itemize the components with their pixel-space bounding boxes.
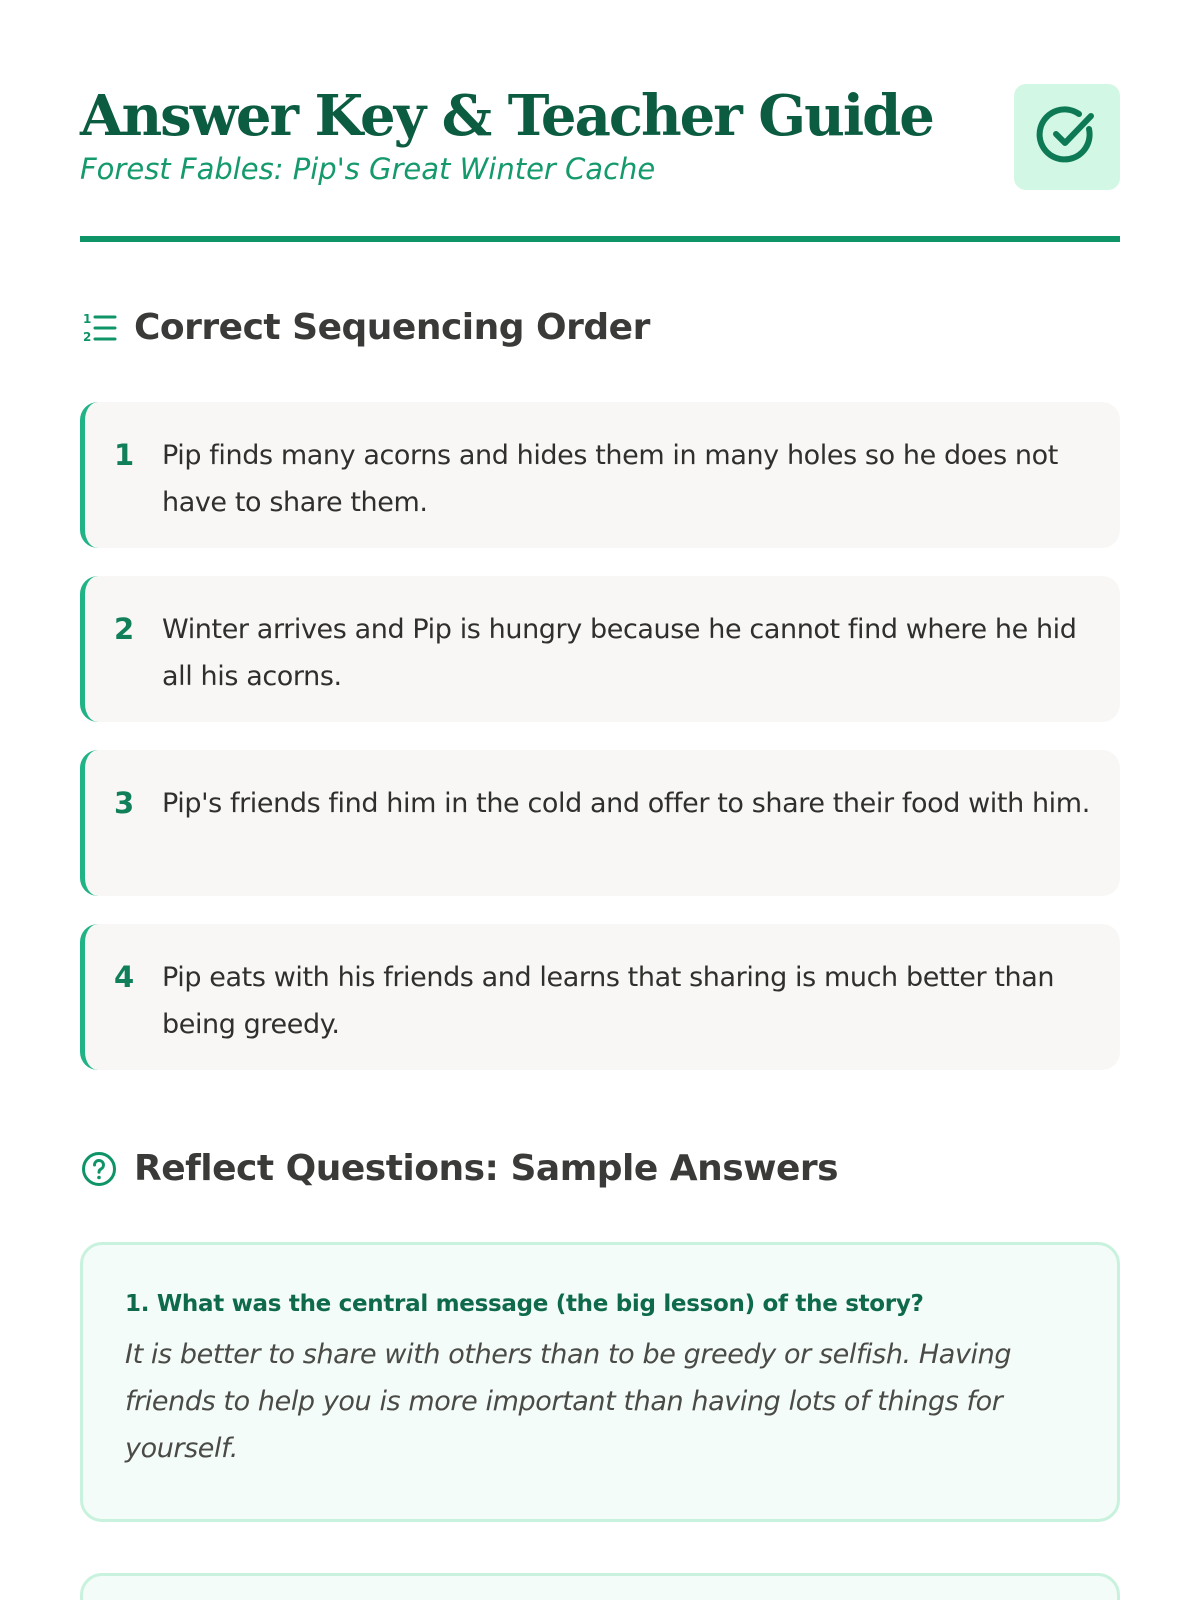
step-number: 2 bbox=[114, 612, 135, 646]
step-number: 3 bbox=[114, 786, 135, 820]
reflect-answer: It is better to share with others than to be greedy or selfish. Having friends to help you is more important than having lots of things for yourself. bbox=[125, 1339, 1012, 1464]
answer-key-page bbox=[80, 0, 1120, 1464]
sequence-step bbox=[80, 576, 1120, 722]
reflect-title: Reflect Questions: Sample Answers bbox=[134, 1148, 839, 1189]
check-circle-icon bbox=[1035, 103, 1099, 171]
sample-answer-card-partial bbox=[80, 1573, 1120, 1600]
step-number: 1 bbox=[114, 438, 135, 472]
sequencing-title: Correct Sequencing Order bbox=[134, 307, 650, 348]
svg-text:1: 1 bbox=[83, 312, 92, 326]
page-subtitle: Forest Fables: Pip's Great Winter Cache bbox=[80, 152, 656, 186]
sequence-step bbox=[80, 924, 1120, 1070]
sequence-step bbox=[80, 750, 1120, 896]
page-title: Answer Key & Teacher Guide bbox=[80, 83, 933, 149]
svg-text:2: 2 bbox=[83, 330, 92, 344]
sequencing-heading bbox=[80, 306, 650, 350]
numbered-list-icon bbox=[80, 309, 118, 347]
reflect-heading bbox=[80, 1147, 838, 1191]
step-text: Pip's friends find him in the cold and offer to share their food with him. bbox=[162, 788, 1090, 819]
step-text: Pip eats with his friends and learns that sharing is much better than being greedy. bbox=[162, 962, 1055, 1040]
step-number: 4 bbox=[114, 960, 135, 994]
page-header bbox=[80, 0, 1120, 242]
check-badge bbox=[1014, 84, 1120, 190]
sample-answer-card bbox=[80, 1242, 1120, 1522]
step-text: Pip finds many acorns and hides them in many holes so he does not have to share them. bbox=[162, 440, 1058, 518]
reflect-question: 1. What was the central message (the big lesson) of the story? bbox=[125, 1291, 924, 1317]
sequence-step bbox=[80, 402, 1120, 548]
step-text: Winter arrives and Pip is hungry because he cannot find where he hid all his acorns. bbox=[162, 614, 1077, 692]
question-circle-icon bbox=[80, 1150, 118, 1188]
